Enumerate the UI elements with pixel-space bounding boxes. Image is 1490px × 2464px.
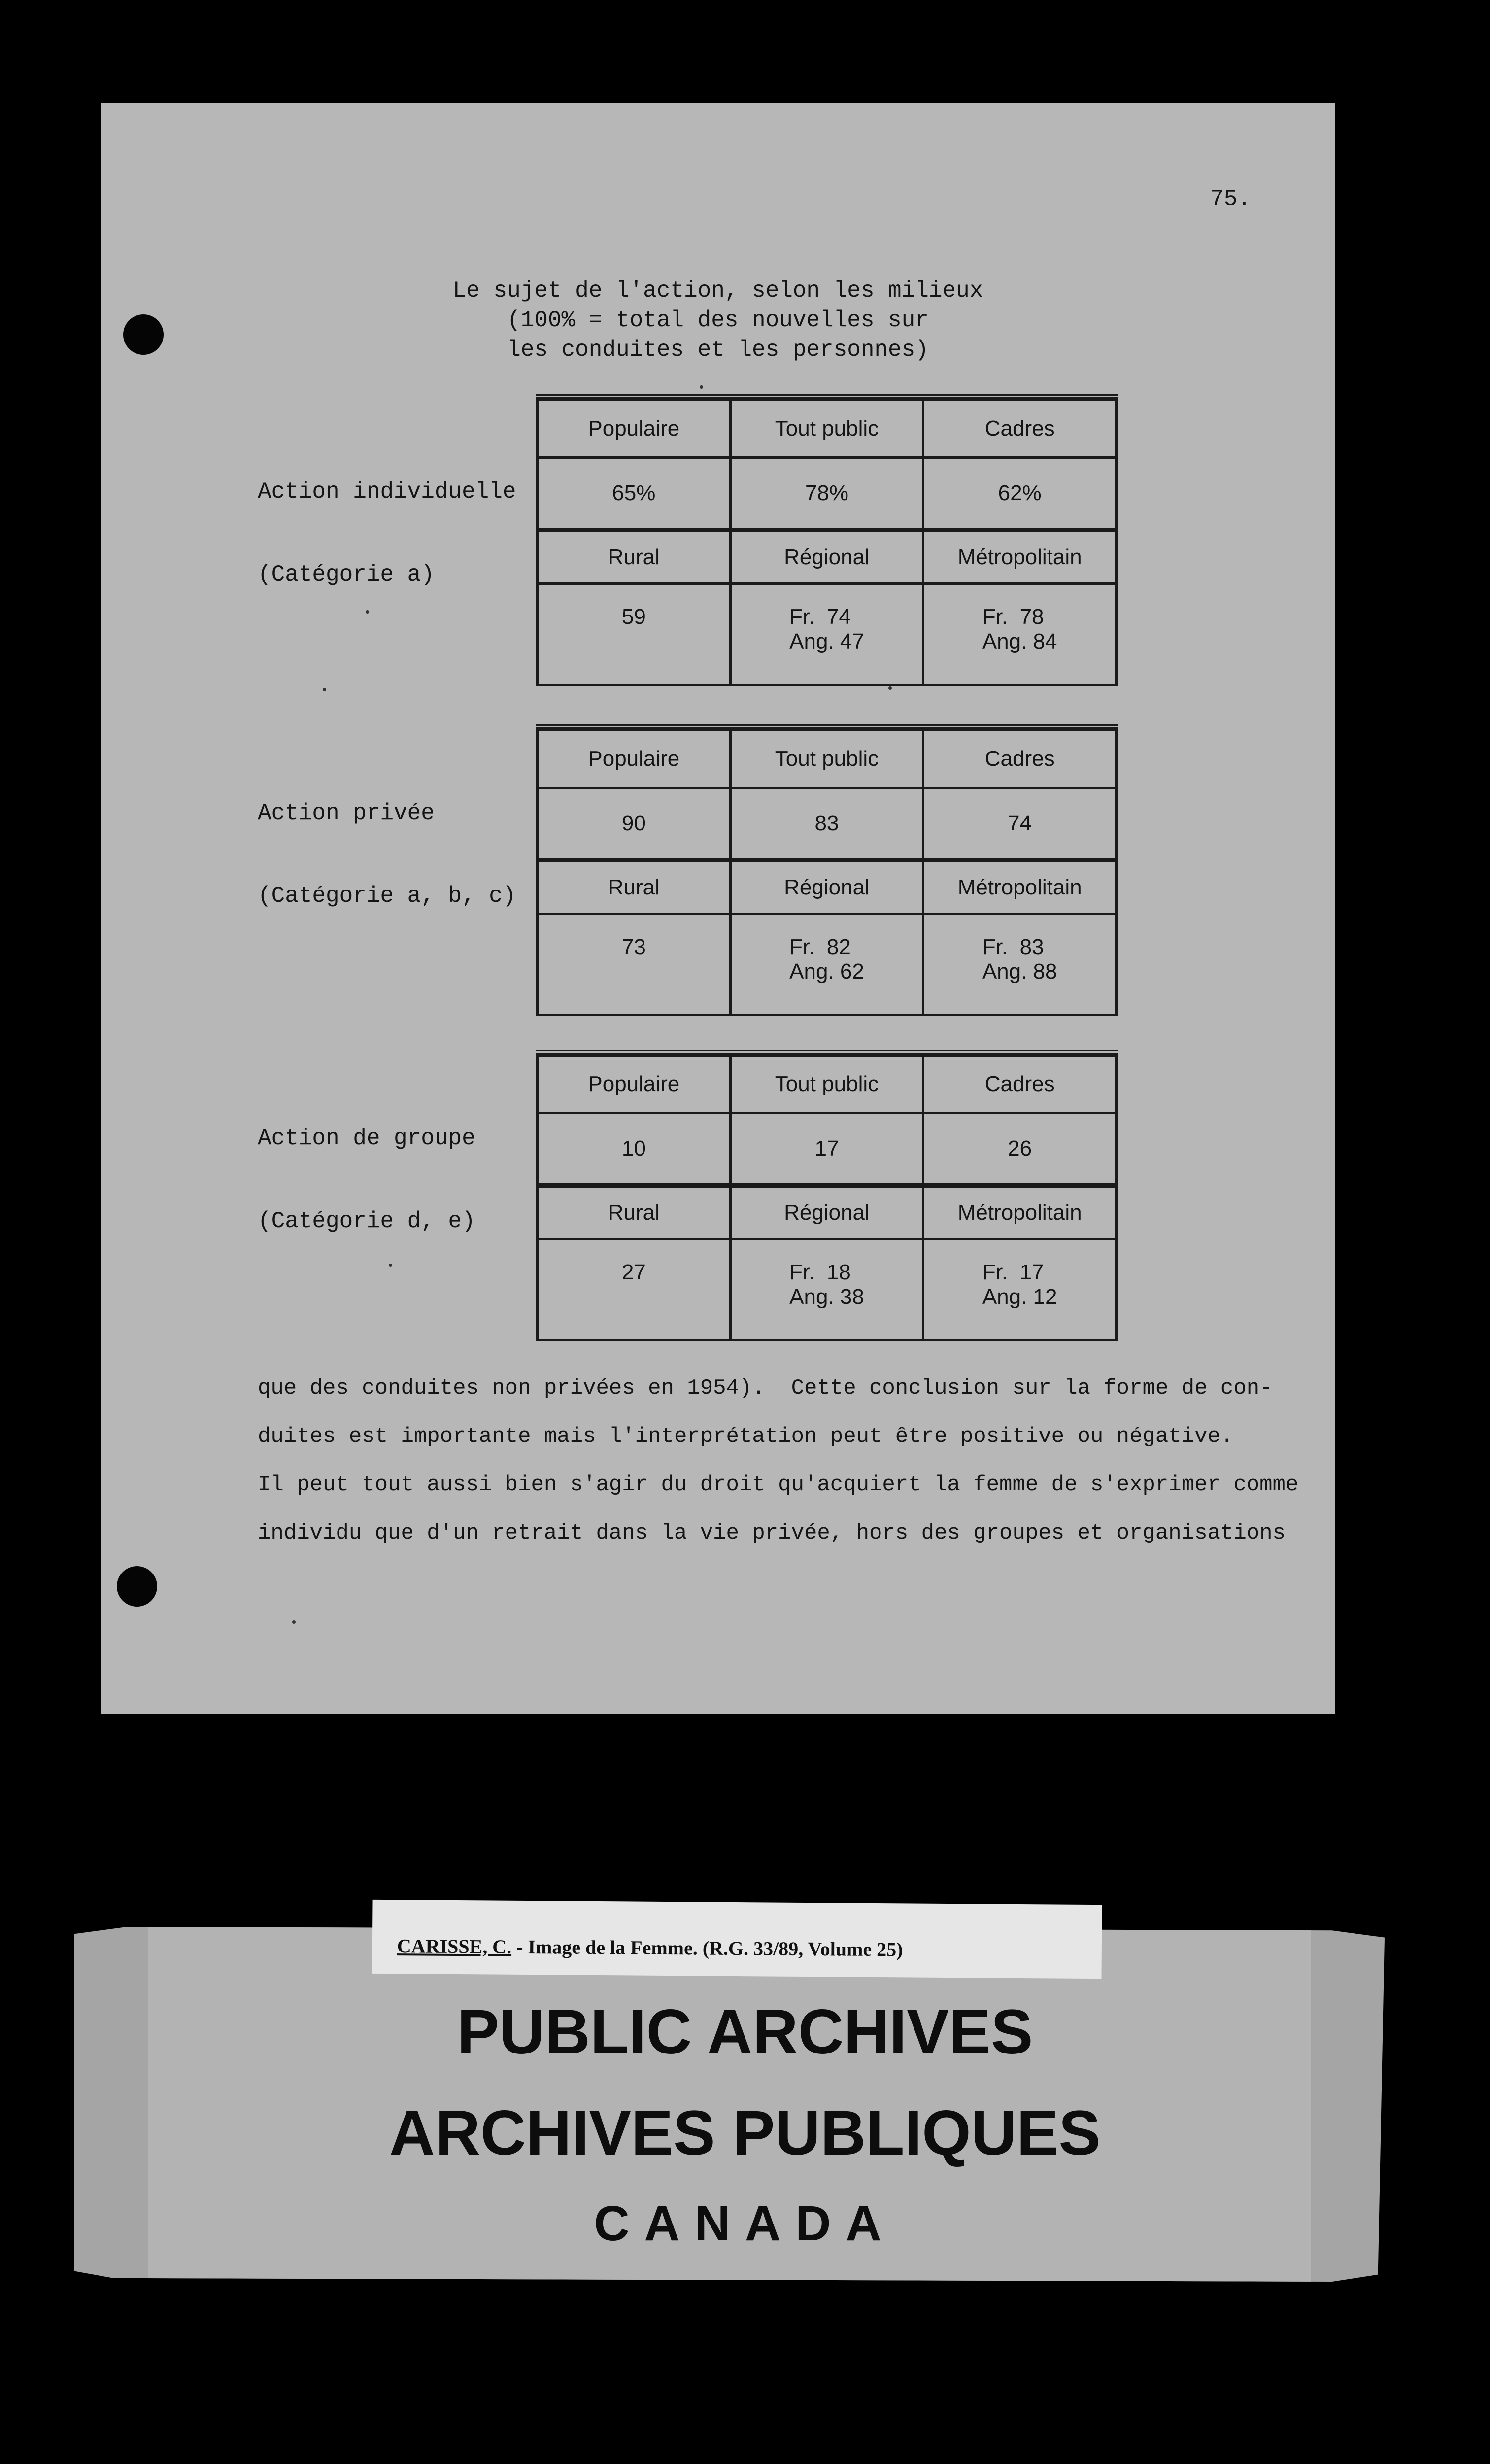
reference-slip: [372, 1900, 1102, 1979]
header-cell: Métropolitain: [923, 860, 1117, 914]
table-individuelle: [536, 394, 1118, 686]
title-line: (100% = total des nouvelles sur: [507, 308, 929, 333]
value-cell: 74: [923, 788, 1117, 860]
header-cell: Cadres: [923, 730, 1117, 788]
value-cell: 65%: [538, 458, 731, 530]
speck: [292, 1620, 296, 1624]
header-cell: Populaire: [538, 1056, 731, 1113]
title-line: les conduites et les personnes): [507, 337, 929, 363]
label-line: Action de groupe: [258, 1126, 475, 1151]
header-cell: Populaire: [538, 400, 731, 458]
fr-value: Fr. 18: [789, 1260, 851, 1284]
header-cell: Populaire: [538, 730, 731, 788]
body-paragraph: [258, 1364, 1299, 1557]
value-cell: 90: [538, 788, 731, 860]
header-cell: Métropolitain: [923, 530, 1117, 584]
fr-value: Fr. 74: [789, 605, 851, 629]
label-line: Action individuelle: [258, 479, 516, 505]
ang-value: Ang. 88: [982, 959, 1057, 984]
paragraph-line: que des conduites non privées en 1954). Cette conclusion sur la forme de con-: [258, 1376, 1273, 1401]
header-cell: Cadres: [923, 1056, 1117, 1113]
table-title: [101, 276, 1335, 365]
section-label-groupe: [258, 1069, 475, 1290]
value-cell: 17: [730, 1113, 923, 1186]
value-cell: [923, 1239, 1117, 1340]
ang-value: Ang. 84: [982, 629, 1057, 653]
table-groupe: [536, 1050, 1118, 1341]
header-cell: Métropolitain: [923, 1186, 1117, 1239]
value-cell: 59: [538, 584, 731, 685]
label-line: (Catégorie a): [258, 562, 435, 587]
paragraph-line: individu que d'un retrait dans la vie privée, hors des groupes et organisations: [258, 1521, 1286, 1545]
punch-hole: [123, 314, 164, 355]
punch-hole: [117, 1566, 157, 1607]
ang-value: Ang. 62: [789, 959, 864, 984]
header-cell: Régional: [730, 860, 923, 914]
value-cell: [730, 914, 923, 1015]
header-cell: Tout public: [730, 1056, 923, 1113]
speck: [700, 385, 703, 389]
ang-value: Ang. 47: [789, 629, 864, 653]
header-cell: Rural: [538, 1186, 731, 1239]
header-cell: Tout public: [730, 730, 923, 788]
paragraph-line: Il peut tout aussi bien s'agir du droit qu'acquiert la femme de s'exprimer comme: [258, 1472, 1299, 1497]
value-cell: [730, 584, 923, 685]
reference-details: - Image de la Femme. (R.G. 33/89, Volume 25): [511, 1935, 903, 1961]
archive-name-english: PUBLIC ARCHIVES: [457, 1997, 1033, 2067]
ang-value: Ang. 12: [982, 1285, 1057, 1309]
header-cell: Rural: [538, 530, 731, 584]
value-cell: [730, 1239, 923, 1340]
document-page: [101, 103, 1335, 1714]
fr-value: Fr. 17: [982, 1260, 1044, 1284]
value-cell: [923, 914, 1117, 1015]
header-cell: Rural: [538, 860, 731, 914]
speck: [888, 686, 892, 690]
speck: [323, 688, 326, 691]
header-cell: Cadres: [923, 400, 1117, 458]
speck: [389, 1264, 392, 1267]
paragraph-line: duites est importante mais l'interprétation peut être positive ou négative.: [258, 1424, 1234, 1449]
section-label-individuelle: [258, 423, 516, 644]
header-cell: Régional: [730, 1186, 923, 1239]
value-cell: [923, 584, 1117, 685]
value-cell: 62%: [923, 458, 1117, 530]
archive-country: CANADA: [594, 2196, 896, 2251]
page-number: 75.: [1210, 186, 1251, 212]
label-line: (Catégorie d, e): [258, 1208, 475, 1234]
fr-value: Fr. 83: [982, 935, 1044, 959]
section-label-privee: [258, 744, 516, 965]
fr-value: Fr. 82: [789, 935, 851, 959]
value-cell: 73: [538, 914, 731, 1015]
speck: [366, 610, 369, 614]
header-cell: Tout public: [730, 400, 923, 458]
title-line: Le sujet de l'action, selon les milieux: [452, 278, 983, 304]
value-cell: 26: [923, 1113, 1117, 1186]
reference-author: CARISSE, C.: [397, 1935, 512, 1958]
label-line: Action privée: [258, 800, 435, 826]
value-cell: 10: [538, 1113, 731, 1186]
archive-name-french: ARCHIVES PUBLIQUES: [389, 2098, 1101, 2168]
value-cell: 78%: [730, 458, 923, 530]
table-privee: [536, 724, 1118, 1016]
reference-text: [397, 1934, 903, 1961]
value-cell: 27: [538, 1239, 731, 1340]
value-cell: 83: [730, 788, 923, 860]
ang-value: Ang. 38: [789, 1285, 864, 1309]
fr-value: Fr. 78: [982, 605, 1044, 629]
header-cell: Régional: [730, 530, 923, 584]
label-line: (Catégorie a, b, c): [258, 883, 516, 909]
